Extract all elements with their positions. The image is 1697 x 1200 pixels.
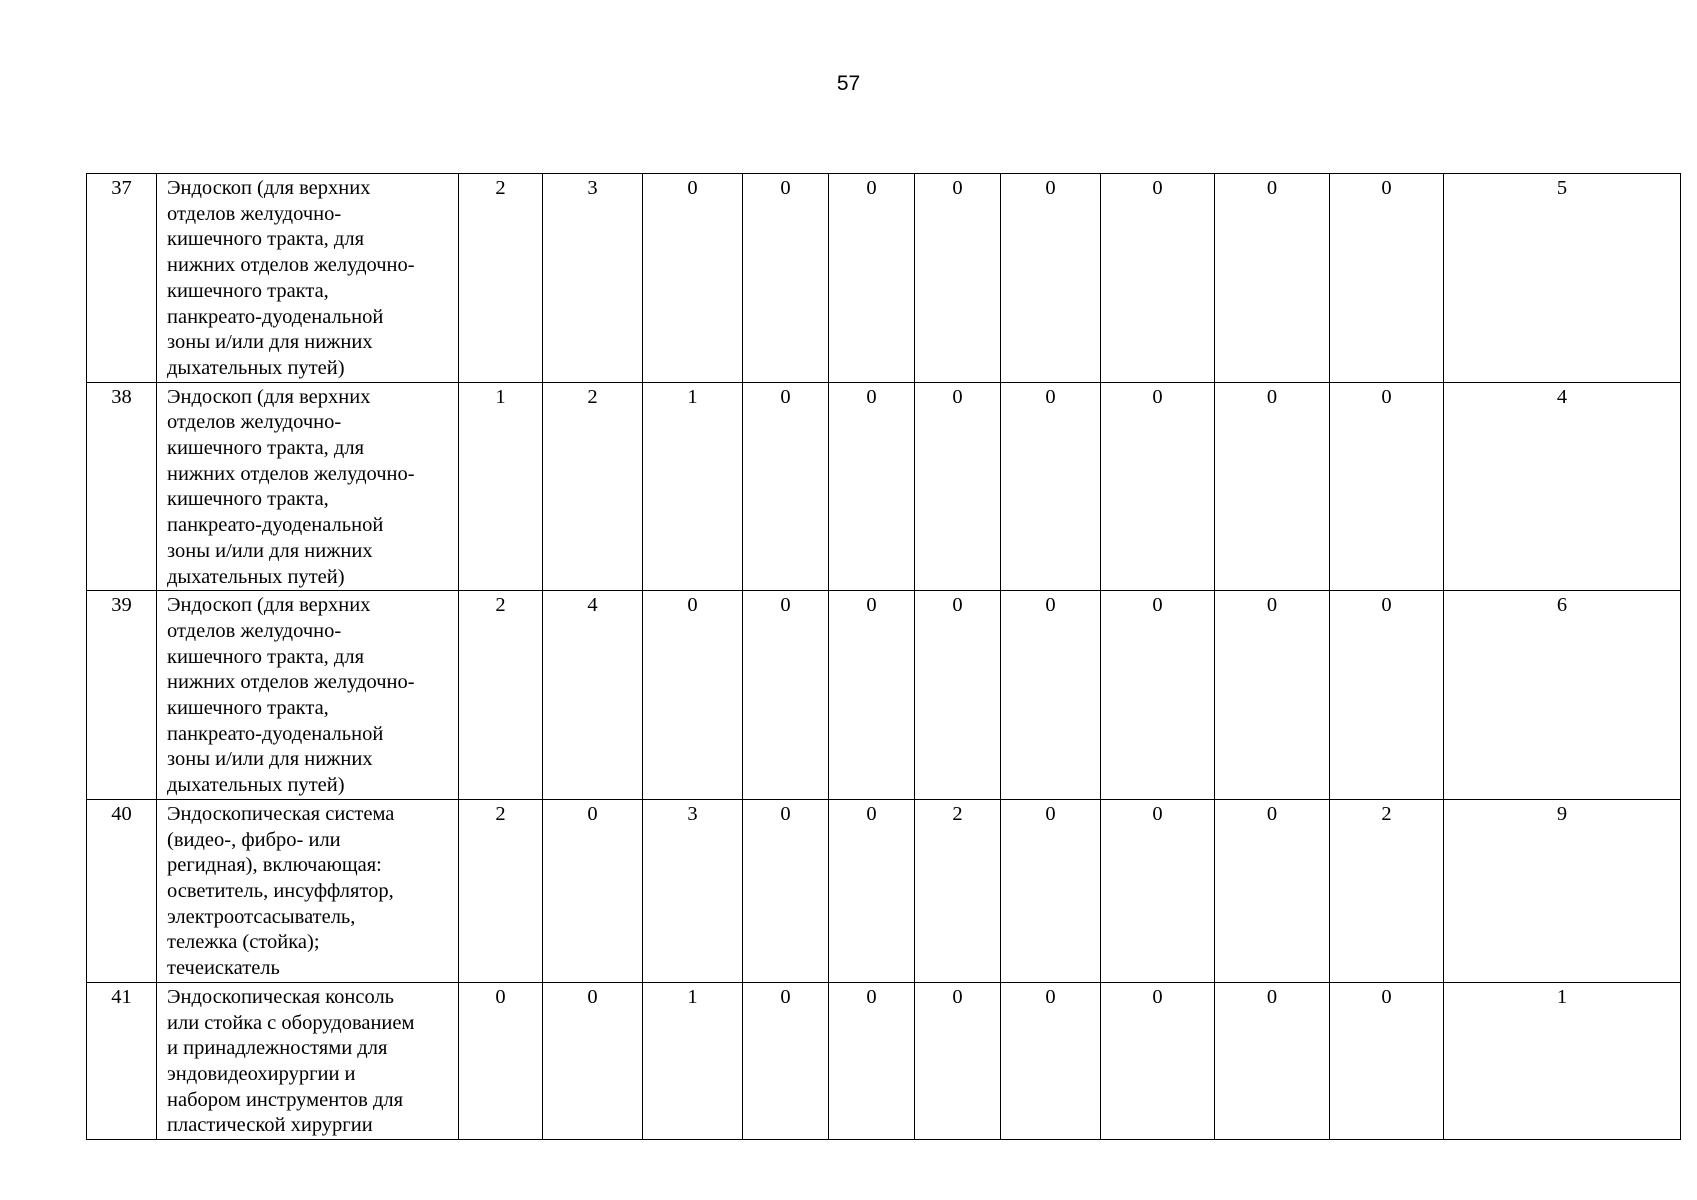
- value-cell: 0: [743, 591, 829, 800]
- equipment-name-line: нижних отделов желудочно-: [167, 462, 415, 485]
- value-cell: 0: [1330, 174, 1444, 383]
- value-cell: 0: [743, 382, 829, 591]
- total-cell: 5: [1444, 174, 1681, 383]
- row-number-cell: 41: [87, 982, 157, 1139]
- equipment-name-cell: [157, 799, 459, 982]
- equipment-name-line: Эндоскопическая система: [167, 802, 395, 825]
- equipment-name-line: отделов желудочно-: [167, 619, 342, 642]
- equipment-name-line: и принадлежностями для: [167, 1037, 388, 1060]
- value-cell: 1: [643, 982, 743, 1139]
- value-cell: 0: [1101, 799, 1215, 982]
- value-cell: 0: [829, 591, 915, 800]
- equipment-name-line: или стойка с оборудованием: [167, 1011, 415, 1034]
- equipment-name-line: нижних отделов желудочно-: [167, 671, 415, 694]
- table-row: [87, 591, 1681, 800]
- equipment-name-line: Эндоскоп (для верхних: [167, 594, 371, 617]
- value-cell: 2: [459, 591, 543, 800]
- equipment-name-line: зоны и/или для нижних: [167, 539, 373, 562]
- row-number-cell: 40: [87, 799, 157, 982]
- equipment-name-line: зоны и/или для нижних: [167, 748, 373, 771]
- total-cell: 4: [1444, 382, 1681, 591]
- value-cell: 0: [1215, 799, 1330, 982]
- value-cell: 2: [1330, 799, 1444, 982]
- equipment-name-line: пластической хирургии: [167, 1114, 373, 1137]
- value-cell: 2: [459, 799, 543, 982]
- equipment-name-line: электроотсасыватель,: [167, 905, 356, 928]
- equipment-name-line: набором инструментов для: [167, 1088, 404, 1111]
- equipment-name-cell: [157, 174, 459, 383]
- table-body: [87, 174, 1681, 1140]
- value-cell: 0: [543, 799, 643, 982]
- value-cell: 0: [1001, 591, 1101, 800]
- equipment-name-line: кишечного тракта, для: [167, 228, 365, 251]
- equipment-name-line: нижних отделов желудочно-: [167, 254, 415, 277]
- value-cell: 0: [1001, 982, 1101, 1139]
- equipment-name-line: панкреато-дуоденальной: [167, 722, 384, 745]
- table-row: [87, 382, 1681, 591]
- equipment-name-line: дыхательных путей): [167, 774, 345, 797]
- value-cell: 0: [459, 982, 543, 1139]
- value-cell: 0: [743, 982, 829, 1139]
- value-cell: 1: [643, 382, 743, 591]
- value-cell: 0: [1215, 982, 1330, 1139]
- equipment-name-line: кишечного тракта, для: [167, 645, 365, 668]
- value-cell: 0: [915, 174, 1001, 383]
- value-cell: 0: [743, 799, 829, 982]
- equipment-name-line: отделов желудочно-: [167, 202, 342, 225]
- equipment-name-line: кишечного тракта,: [167, 697, 329, 720]
- value-cell: 0: [829, 382, 915, 591]
- equipment-name-line: тележка (стойка);: [167, 931, 320, 954]
- value-cell: 0: [1101, 382, 1215, 591]
- value-cell: 0: [915, 591, 1001, 800]
- value-cell: 0: [1330, 982, 1444, 1139]
- equipment-name-cell: [157, 591, 459, 800]
- table-row: [87, 982, 1681, 1139]
- equipment-name-line: (видео-, фибро- или: [167, 828, 341, 851]
- value-cell: 2: [915, 799, 1001, 982]
- equipment-name-cell: [157, 382, 459, 591]
- equipment-name-line: кишечного тракта,: [167, 488, 329, 511]
- equipment-name-line: эндовидеохирургии и: [167, 1062, 356, 1085]
- equipment-name-line: Эндоскоп (для верхних: [167, 177, 371, 199]
- value-cell: 0: [1215, 382, 1330, 591]
- equipment-table: [86, 173, 1681, 1140]
- page-number: 57: [836, 72, 861, 95]
- equipment-name-line: кишечного тракта,: [167, 279, 329, 302]
- value-cell: 0: [543, 982, 643, 1139]
- value-cell: 4: [543, 591, 643, 800]
- total-cell: 9: [1444, 799, 1681, 982]
- value-cell: 0: [643, 174, 743, 383]
- equipment-name-line: Эндоскоп (для верхних: [167, 385, 371, 408]
- value-cell: 0: [743, 174, 829, 383]
- value-cell: 0: [829, 174, 915, 383]
- value-cell: 1: [459, 382, 543, 591]
- table-row: [87, 799, 1681, 982]
- value-cell: 2: [459, 174, 543, 383]
- equipment-name-line: кишечного тракта, для: [167, 437, 365, 460]
- value-cell: 0: [829, 799, 915, 982]
- equipment-name-line: Эндоскопическая консоль: [167, 985, 395, 1008]
- table-row: [87, 174, 1681, 383]
- value-cell: 0: [1330, 591, 1444, 800]
- total-cell: 1: [1444, 982, 1681, 1139]
- value-cell: 0: [915, 382, 1001, 591]
- value-cell: 0: [915, 982, 1001, 1139]
- equipment-name-line: течеискатель: [167, 957, 280, 980]
- value-cell: 0: [1001, 174, 1101, 383]
- equipment-name-line: дыхательных путей): [167, 356, 345, 379]
- equipment-name-line: зоны и/или для нижних: [167, 331, 373, 354]
- equipment-name-line: панкреато-дуоденальной: [167, 514, 384, 537]
- value-cell: 0: [1215, 591, 1330, 800]
- value-cell: 0: [1101, 591, 1215, 800]
- value-cell: 0: [1101, 982, 1215, 1139]
- equipment-name-line: отделов желудочно-: [167, 411, 342, 434]
- value-cell: 0: [1001, 799, 1101, 982]
- equipment-name-line: дыхательных путей): [167, 565, 345, 588]
- equipment-name-line: панкреато-дуоденальной: [167, 305, 384, 328]
- row-number-cell: 39: [87, 591, 157, 800]
- value-cell: 2: [543, 382, 643, 591]
- value-cell: 0: [1001, 382, 1101, 591]
- value-cell: 0: [1330, 382, 1444, 591]
- value-cell: 0: [643, 591, 743, 800]
- value-cell: 3: [643, 799, 743, 982]
- equipment-name-cell: [157, 982, 459, 1139]
- value-cell: 0: [1215, 174, 1330, 383]
- total-cell: 6: [1444, 591, 1681, 800]
- value-cell: 0: [1101, 174, 1215, 383]
- value-cell: 0: [829, 982, 915, 1139]
- row-number-cell: 38: [87, 382, 157, 591]
- row-number-cell: 37: [87, 174, 157, 383]
- value-cell: 3: [543, 174, 643, 383]
- equipment-name-line: регидная), включающая:: [167, 854, 382, 877]
- equipment-name-line: осветитель, инсуффлятор,: [167, 879, 394, 902]
